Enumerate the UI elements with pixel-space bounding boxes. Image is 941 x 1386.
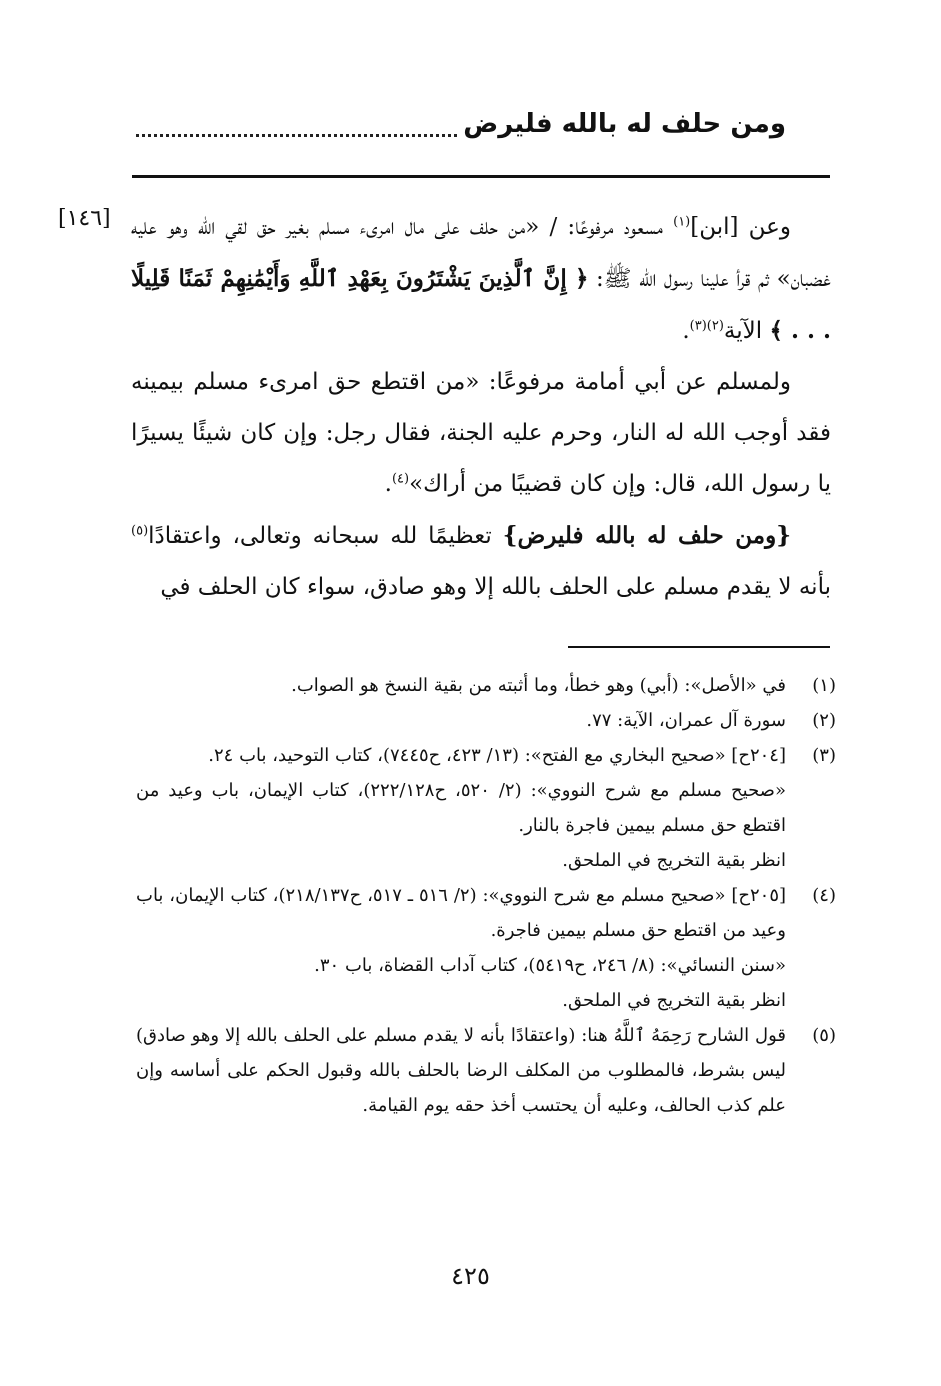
p3-text-2: بأنه لا يقدم مسلم على الحلف بالله إلا وهو صادق، سواء كان الحلف في xyxy=(160,574,831,600)
footnote-line: «سنن النسائي»: (٨/ ٢٤٦، ح٥٤١٩)، كتاب آداب القضاة، باب ٣٠. xyxy=(314,955,786,976)
footnote-1 xyxy=(136,668,836,703)
paragraph-2 xyxy=(131,357,831,510)
p3-text-1: تعظيمًا لله سبحانه وتعالى، واعتقادًا xyxy=(148,523,503,549)
footnote-marker-2-3[interactable]: (٢)(٣) xyxy=(689,318,724,334)
footnote-body xyxy=(136,738,786,878)
footnote-line: «صحيح مسلم مع شرح النووي»: (٢/ ٥٢٠، ح٢٢٢/١٢٨)، كتاب الإيمان، باب وعيد من اقتطع حق مسلم بيمين فاجرة بالنار. xyxy=(136,780,786,836)
quran-verse: ﴿ إِنَّ ٱلَّذِينَ يَشْتَرُونَ بِعَهْدِ ٱللَّهِ وَأَيْمَٰنِهِمْ ثَمَنًا قَلِيلًا . . . ﴾ xyxy=(131,265,831,344)
footnote-line: انظر بقية التخريج في الملحق. xyxy=(562,850,786,871)
p2-text-1: ولمسلم عن أبي أمامة مرفوعًا: «من اقتطع حق امرىء مسلم بيمينه فقد أوجب الله له النار، وحرم عليه الجنة، فقال رجل: وإن كان شيئًا يسيرًا يا رسول الله، قال: وإن كان قضيبًا من أراك» xyxy=(131,369,831,497)
footnote-line: في «الأصل»: (أبي) وهو خطأ، وما أثبته من بقية النسخ هو الصواب. xyxy=(291,675,786,696)
header-rule xyxy=(132,175,830,178)
page-number: ٤٢٥ xyxy=(451,1262,490,1290)
footnote-number: (٥) xyxy=(812,1025,836,1046)
p1-text-2: مسعود مرفوعًا: / «من حلف على مال امرىء مسلم بغير حق لقي الله وهو عليه غضبان» ثم قرأ علينا رسول الله ﷺ: xyxy=(131,214,831,292)
footnote-body xyxy=(136,1018,786,1123)
p1-text-1: وعن [ابن] xyxy=(690,214,791,240)
paragraph-1 xyxy=(131,202,831,357)
matn-quote: {ومن حلف له بالله فليرض} xyxy=(502,522,791,549)
footnote-number: (٢) xyxy=(812,710,836,731)
footnote-marker-1[interactable]: (١) xyxy=(673,214,691,230)
footnote-line: انظر بقية التخريج في الملحق. xyxy=(562,990,786,1011)
hadith-margin-number: [١٤٦] xyxy=(58,206,111,231)
footnote-4 xyxy=(136,878,836,1018)
p1-text-3: الآية xyxy=(723,318,770,344)
footnote-3 xyxy=(136,738,836,878)
footnote-rule xyxy=(568,646,830,648)
footnote-body xyxy=(136,878,786,1018)
footnote-line: [٢٠٤ح] «صحيح البخاري مع الفتح»: (١٣/ ٤٢٣، ح٧٤٤٥)، كتاب التوحيد، باب ٢٤. xyxy=(208,745,786,766)
footnote-body xyxy=(136,703,786,738)
main-text xyxy=(131,202,831,613)
footnote-number: (٣) xyxy=(812,745,836,766)
footnote-5 xyxy=(136,1018,836,1123)
running-header xyxy=(136,100,786,148)
footnote-marker-4[interactable]: (٤) xyxy=(391,471,410,487)
footnote-line: [٢٠٥ح] «صحيح مسلم مع شرح النووي»: (٢/ ٥١٦ ـ ٥١٧، ح٢١٨/١٣٧)، كتاب الإيمان، باب وعيد من اقتطع حق مسلم بيمين فاجرة. xyxy=(136,885,787,941)
running-title: ومن حلف له بالله فليرض xyxy=(463,109,786,139)
footnote-line: سورة آل عمران، الآية: ٧٧. xyxy=(586,710,786,731)
footnote-line: قول الشارح رَحِمَهُ ٱللَّهُ هنا: (واعتقادًا بأنه لا يقدم مسلم على الحلف بالله إلا وهو صادق) ليس بشرط، فالمطلوب من المكلف الرضا بالحلف بالله وقبول الحكم على أساسه وإن علم كذب الحالف، وعليه أن يحتسب أخذ حقه يوم القيامة. xyxy=(136,1025,786,1116)
footnote-2 xyxy=(136,703,836,738)
footnote-body xyxy=(136,668,786,703)
footnote-number: (٤) xyxy=(812,885,836,906)
footnotes xyxy=(136,668,836,1123)
footnote-marker-5[interactable]: (٥) xyxy=(131,523,149,539)
paragraph-3 xyxy=(131,510,831,613)
header-dotted-leader xyxy=(136,112,457,137)
footnote-number: (١) xyxy=(812,675,836,696)
p1-text-4: . xyxy=(682,318,690,344)
p2-text-2: . xyxy=(384,471,392,497)
